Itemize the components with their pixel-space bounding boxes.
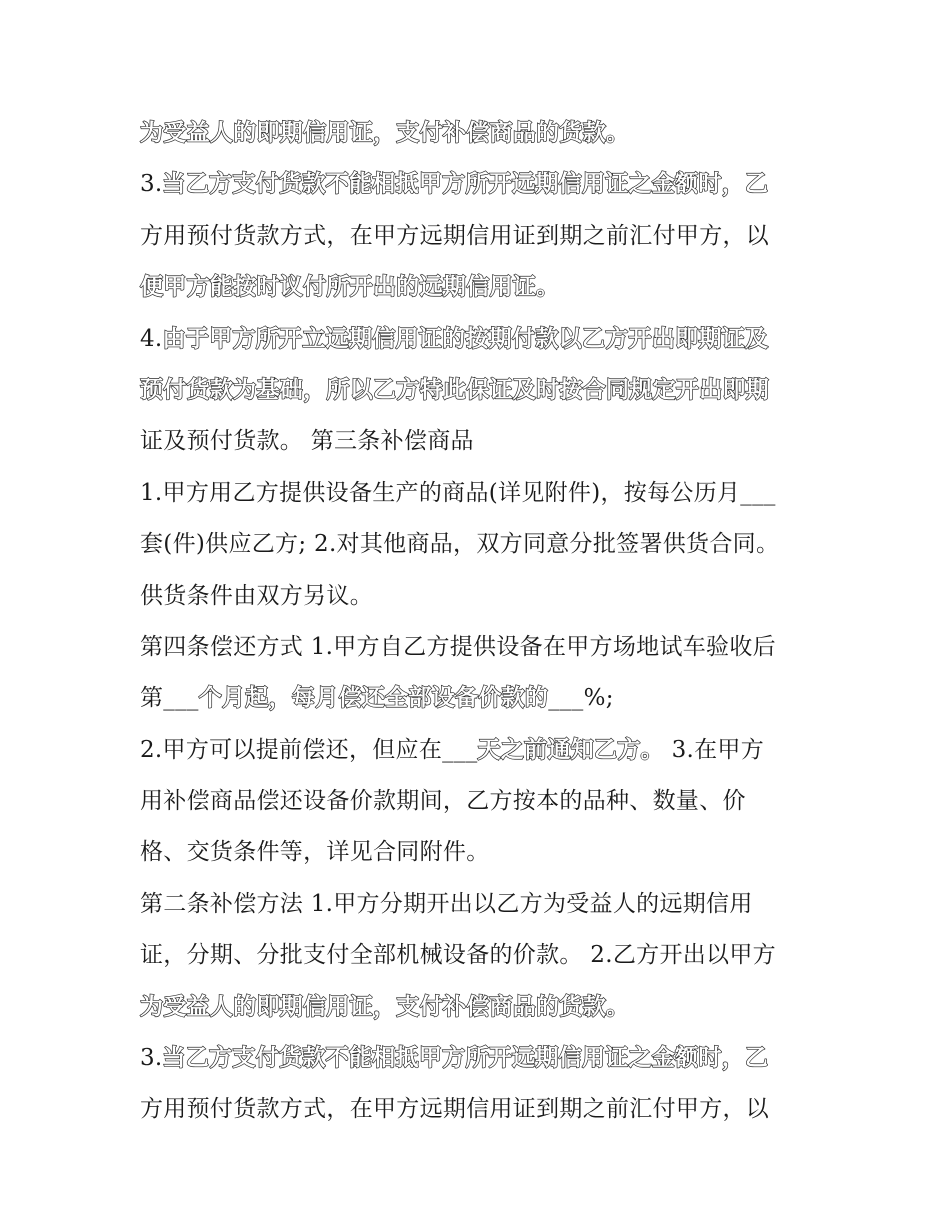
text-segment: 证，分期、分批支付全部机械设备的价款。 2.乙方开出以甲方	[140, 942, 776, 969]
text-line	[140, 930, 820, 981]
outlined-text-segment: 个月起，每月偿还全部设备价款的	[198, 685, 549, 712]
text-segment: 方用预付货款方式，在甲方远期信用证到期之前汇付甲方，以	[140, 1096, 770, 1123]
outlined-text-segment: 预付货款为基础，所以乙方特此保证及时按合同规定开出即期	[140, 376, 770, 403]
text-line	[140, 159, 820, 210]
outlined-text-segment: 便甲方能按时议付所开出的远期信用证。	[140, 274, 560, 301]
text-segment: 供货条件由双方另议。	[140, 582, 373, 609]
text-segment: 格、交货条件等，详见合同附件。	[140, 839, 490, 866]
text-line	[140, 519, 820, 570]
text-segment: 第二条补偿方法 1.甲方分期开出以乙方为受益人的远期信用	[140, 890, 753, 917]
text-segment: 2.甲方可以提前偿还，但应在___	[140, 736, 478, 763]
document-body	[140, 108, 820, 1136]
text-line	[140, 211, 820, 262]
text-segment: 证及预付货款。 第三条补偿商品	[140, 428, 474, 455]
outlined-text-segment: 为受益人的即期信用证，支付补偿商品的货款。	[140, 993, 630, 1020]
text-segment: 3.在甲方	[663, 736, 765, 763]
text-line	[140, 725, 820, 776]
text-line	[140, 108, 820, 159]
text-segment: 第___	[140, 685, 199, 712]
text-line	[140, 982, 820, 1033]
text-line	[140, 314, 820, 365]
text-segment: 3.	[140, 1045, 163, 1072]
text-segment: 方用预付货款方式，在甲方远期信用证到期之前汇付甲方，以	[140, 222, 770, 249]
text-line	[140, 776, 820, 827]
text-line	[140, 673, 820, 724]
text-line	[140, 827, 820, 878]
text-line	[140, 879, 820, 930]
text-line	[140, 1084, 820, 1135]
text-line	[140, 571, 820, 622]
text-segment: 3.	[140, 171, 163, 198]
text-line	[140, 416, 820, 467]
text-segment: 用补偿商品偿还设备价款期间，乙方按本的品种、数量、价	[140, 788, 746, 815]
text-line	[140, 1033, 820, 1084]
text-segment: 套(件)供应乙方; 2.对其他商品，双方同意分批签署供货合同。	[140, 531, 780, 558]
outlined-text-segment: 天之前通知乙方。	[477, 736, 664, 763]
text-line	[140, 365, 820, 416]
text-segment: 1.甲方用乙方提供设备生产的商品(详见附件)，按每公历月___	[140, 479, 776, 506]
outlined-text-segment: 由于甲方所开立远期信用证的按期付款以乙方开出即期证及	[162, 325, 769, 352]
text-segment: 第四条偿还方式 1.甲方自乙方提供设备在甲方场地试车验收后	[140, 633, 776, 660]
outlined-text-segment: 当乙方支付货款不能相抵甲方所开远期信用证之金额时，乙	[162, 1045, 769, 1072]
text-line	[140, 468, 820, 519]
text-line	[140, 262, 820, 313]
outlined-text-segment: 当乙方支付货款不能相抵甲方所开远期信用证之金额时，乙	[162, 171, 769, 198]
text-line	[140, 622, 820, 673]
outlined-text-segment: 为受益人的即期信用证，支付补偿商品的货款。	[140, 120, 630, 146]
text-segment: 4.	[140, 325, 163, 352]
text-segment: ___%;	[548, 685, 614, 712]
